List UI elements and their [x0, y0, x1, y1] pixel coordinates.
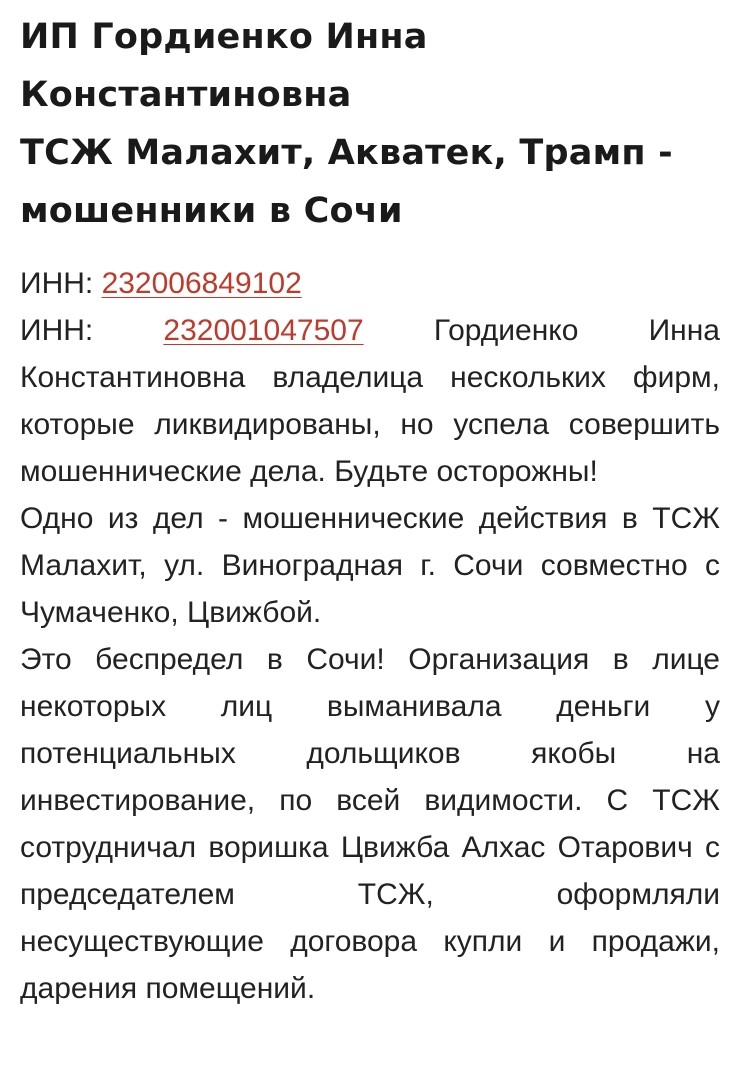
paragraph-3: Это беспредел в Сочи! Организация в лице некоторых лиц выманивала деньги у потенциальных дольщиков якобы на инвестирование, по всей видимости. С ТСЖ сотрудничал воришка Цвижба Алхас Отарович с председателем ТСЖ, оформляли несуществующие договора купли и продажи, дарения помещений.: [20, 643, 720, 1005]
title-line-3: ТСЖ Малахит, Акватек, Трамп -: [20, 133, 673, 173]
inn-link-1[interactable]: 232006849102: [101, 267, 302, 300]
article-body: [20, 260, 720, 1012]
inn-label-2: ИНН:: [20, 314, 164, 347]
inn-link-2[interactable]: 232001047507: [163, 314, 364, 347]
title-line-4: мошенники в Сочи: [20, 191, 403, 231]
title-line-1: ИП Гордиенко Инна: [20, 17, 428, 57]
inn-line-1: [20, 260, 720, 307]
paragraph-2: Одно из дел - мошеннические действия в ТСЖ Малахит, ул. Виноградная г. Сочи совместно с Чумаченко, Цвижбой.: [20, 502, 720, 629]
paragraph-1: [20, 307, 720, 495]
paragraph-1-text: Гордиенко Инна Константиновна владелица нескольких фирм, которые ликвидированы, но успела совершить мошеннические дела. Будьте осторожны!: [20, 314, 720, 488]
article-title: [20, 8, 720, 240]
title-line-2: Константиновна: [20, 75, 352, 115]
inn-label-1: ИНН:: [20, 267, 102, 300]
